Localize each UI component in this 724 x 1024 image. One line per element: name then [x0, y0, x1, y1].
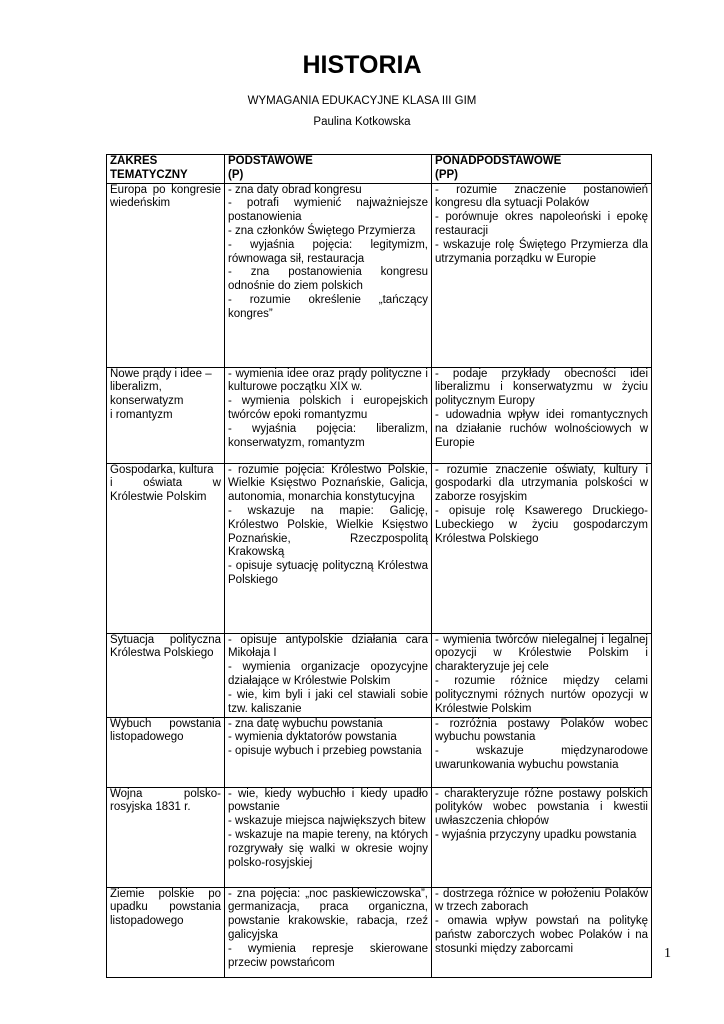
requirement-item: - opisuje antypolskie działania cara Mikołaja I — [228, 633, 428, 660]
column-header-line: (PP) — [435, 168, 458, 181]
requirement-item: - wymienia idee oraz prądy polityczne i kulturowe początku XIX w. — [228, 367, 428, 394]
table-row — [107, 887, 652, 977]
requirement-item: - omawia wpływ powstań na politykę państw zaborczych wobec Polaków i na stosunki między zaborcami — [435, 915, 648, 955]
requirement-item: - wymienia polskich i europejskich twórców epoki romantyzmu — [228, 395, 428, 421]
requirement-item: - dostrzega różnice w położeniu Polaków w trzech zaborach — [435, 887, 648, 914]
requirement-item: - zna członków Świętego Przymierza — [228, 224, 416, 237]
basic-requirements-cell — [225, 787, 432, 887]
topic-text: Nowe prądy i idee – — [110, 367, 212, 380]
advanced-requirements-cell — [432, 787, 652, 887]
topic-cell — [107, 367, 225, 463]
requirement-item: - wymienia represje skierowane przeciw powstańcom — [228, 942, 428, 969]
requirement-item: - rozróżnia postawy Polaków wobec wybuchu powstania — [435, 717, 648, 744]
basic-requirements-cell — [225, 463, 432, 633]
requirement-item: - wskazuje miejsca największych bitew — [228, 815, 426, 828]
table-row — [107, 633, 652, 717]
column-header-line: PONADPODSTAWOWE — [435, 155, 562, 167]
topic-text: Wybuch powstania listopadowego — [110, 717, 221, 744]
table-row — [107, 787, 652, 887]
table-row — [107, 367, 652, 463]
column-header-line: (P) — [228, 168, 244, 181]
table-row — [107, 183, 652, 367]
column-header-line: TEMATYCZNY — [110, 168, 188, 181]
requirement-item: - wskazuje na mapie tereny, na których rozgrywały się walki w okresie wojny polsko-rosyjskiej — [228, 828, 428, 869]
requirement-item: - wyjaśnia pojęcia: legitymizm, równowaga sił, restauracja — [228, 238, 428, 265]
requirement-item: - wskazuje międzynarodowe uwarunkowania wybuchu powstania — [435, 745, 648, 771]
topic-cell — [107, 787, 225, 887]
advanced-requirements-cell — [432, 463, 652, 633]
topic-text: Ziemie polskie po upadku powstania listopadowego — [110, 887, 221, 928]
basic-requirements-cell — [225, 717, 432, 787]
requirement-item: - udowadnia wpływ idei romantycznych na działanie ruchów wolnościowych w Europie — [435, 408, 648, 449]
requirement-item: - zna pojęcia: „noc paskiewiczowska”, germanizacja, praca organiczna, powstanie krakowskie, rabacja, rzeź galicyjska — [228, 887, 428, 941]
author-name: Paulina Kotkowska — [313, 116, 411, 128]
basic-requirements-cell — [225, 887, 432, 977]
basic-requirements-cell — [225, 367, 432, 463]
requirement-item: - wyjaśnia pojęcia: liberalizm, konserwatyzm, romantyzm — [228, 422, 428, 449]
advanced-requirements-cell — [432, 633, 652, 717]
requirement-item: - zna daty obrad kongresu — [228, 183, 362, 196]
table-row — [107, 717, 652, 787]
requirement-item: - opisuje sytuację polityczną Królestwa Polskiego — [228, 560, 428, 586]
requirement-item: - rozumie określenie „tańczący kongres” — [228, 293, 428, 320]
topic-text: Europa po kongresie wiedeńskim — [110, 183, 221, 210]
column-header-line: PODSTAWOWE — [228, 155, 313, 167]
requirement-item: - zna datę wybuchu powstania — [228, 717, 383, 730]
requirement-item: - wymienia twórców nielegalnej i legalnej opozycji w Królestwie Polskim i charakteryzuje jej cele — [435, 633, 648, 674]
column-header-topic — [107, 155, 225, 184]
document-subtitle: WYMAGANIA EDUKACYJNE KLASA III GIM — [247, 95, 477, 107]
topic-text: i oświata w Królestwie Polskim — [110, 477, 221, 504]
column-header-advanced — [432, 155, 652, 184]
requirement-item: - wie, kim byli i jaki cel stawiali sobie tzw. kaliszanie — [228, 688, 428, 715]
requirement-item: - charakteryzuje różne postawy polskich polityków wobec powstania i kwestii uwłaszczenia chłopów — [435, 787, 648, 828]
requirement-item: - wyjaśnia przyczyny upadku powstania — [435, 828, 637, 841]
requirement-item: - porównuje okres napoleoński i epokę restauracji — [435, 211, 648, 237]
requirement-item: - rozumie różnice między celami politycznymi różnych nurtów opozycji w Królestwie Polskim — [435, 674, 648, 715]
requirement-item: - wymienia dyktatorów powstania — [228, 731, 397, 744]
requirement-item: - rozumie znaczenie oświaty, kultury i gospodarki dla utrzymania polskości w zaborze rosyjskim — [435, 463, 648, 504]
requirement-item: - podaje przykłady obecności idei liberalizmu i konserwatyzmu w życiu politycznym Europy — [435, 367, 648, 408]
page-title: HISTORIA — [302, 51, 422, 79]
topic-cell — [107, 183, 225, 367]
topic-cell — [107, 463, 225, 633]
requirement-item: - wskazuje rolę Świętego Przymierza dla utrzymania porządku w Europie — [435, 238, 648, 265]
topic-text: Gospodarka, kultura — [110, 463, 214, 476]
requirements-table — [106, 154, 652, 978]
table-row — [107, 463, 652, 633]
topic-cell — [107, 887, 225, 977]
column-header-basic — [225, 155, 432, 184]
requirement-item: - wskazuje na mapie: Galicję, Królestwo Polskie, Wielkie Księstwo Poznańskie, Rzeczpospolitą Krakowską — [228, 504, 428, 559]
topic-text: konserwatyzm — [110, 395, 184, 408]
requirement-item: - rozumie znaczenie postanowień kongresu dla sytuacji Polaków — [435, 183, 648, 210]
advanced-requirements-cell — [432, 887, 652, 977]
advanced-requirements-cell — [432, 183, 652, 367]
topic-text: i romantyzm — [110, 408, 173, 421]
requirement-item: - zna postanowienia kongresu odnośnie do ziem polskich — [228, 266, 428, 293]
topic-cell — [107, 633, 225, 717]
requirement-item: - wie, kiedy wybuchło i kiedy upadło powstanie — [228, 787, 428, 814]
requirement-item: - opisuje wybuch i przebieg powstania — [228, 745, 422, 758]
topic-text: liberalizm, — [110, 381, 162, 394]
page-number: 1 — [664, 946, 671, 961]
topic-text: Wojna polsko-rosyjska 1831 r. — [110, 787, 221, 814]
topic-text: Sytuacja polityczna Królestwa Polskiego — [110, 633, 221, 660]
requirement-item: - rozumie pojęcia: Królestwo Polskie, Wielkie Księstwo Poznańskie, Galicja, autonomia, monarchia konstytucyjna — [228, 463, 428, 504]
requirement-item: - potrafi wymienić najważniejsze postanowienia — [228, 197, 428, 224]
advanced-requirements-cell — [432, 717, 652, 787]
requirement-item: - wymienia organizacje opozycyjne działające w Królestwie Polskim — [228, 661, 428, 687]
requirement-item: - opisuje rolę Ksawerego Druckiego-Lubeckiego w życiu gospodarczym Królestwa Polskiego — [435, 504, 648, 545]
basic-requirements-cell — [225, 633, 432, 717]
column-header-line: ZAKRES — [110, 155, 158, 167]
table-header-row — [107, 155, 652, 184]
basic-requirements-cell — [225, 183, 432, 367]
topic-cell — [107, 717, 225, 787]
advanced-requirements-cell — [432, 367, 652, 463]
